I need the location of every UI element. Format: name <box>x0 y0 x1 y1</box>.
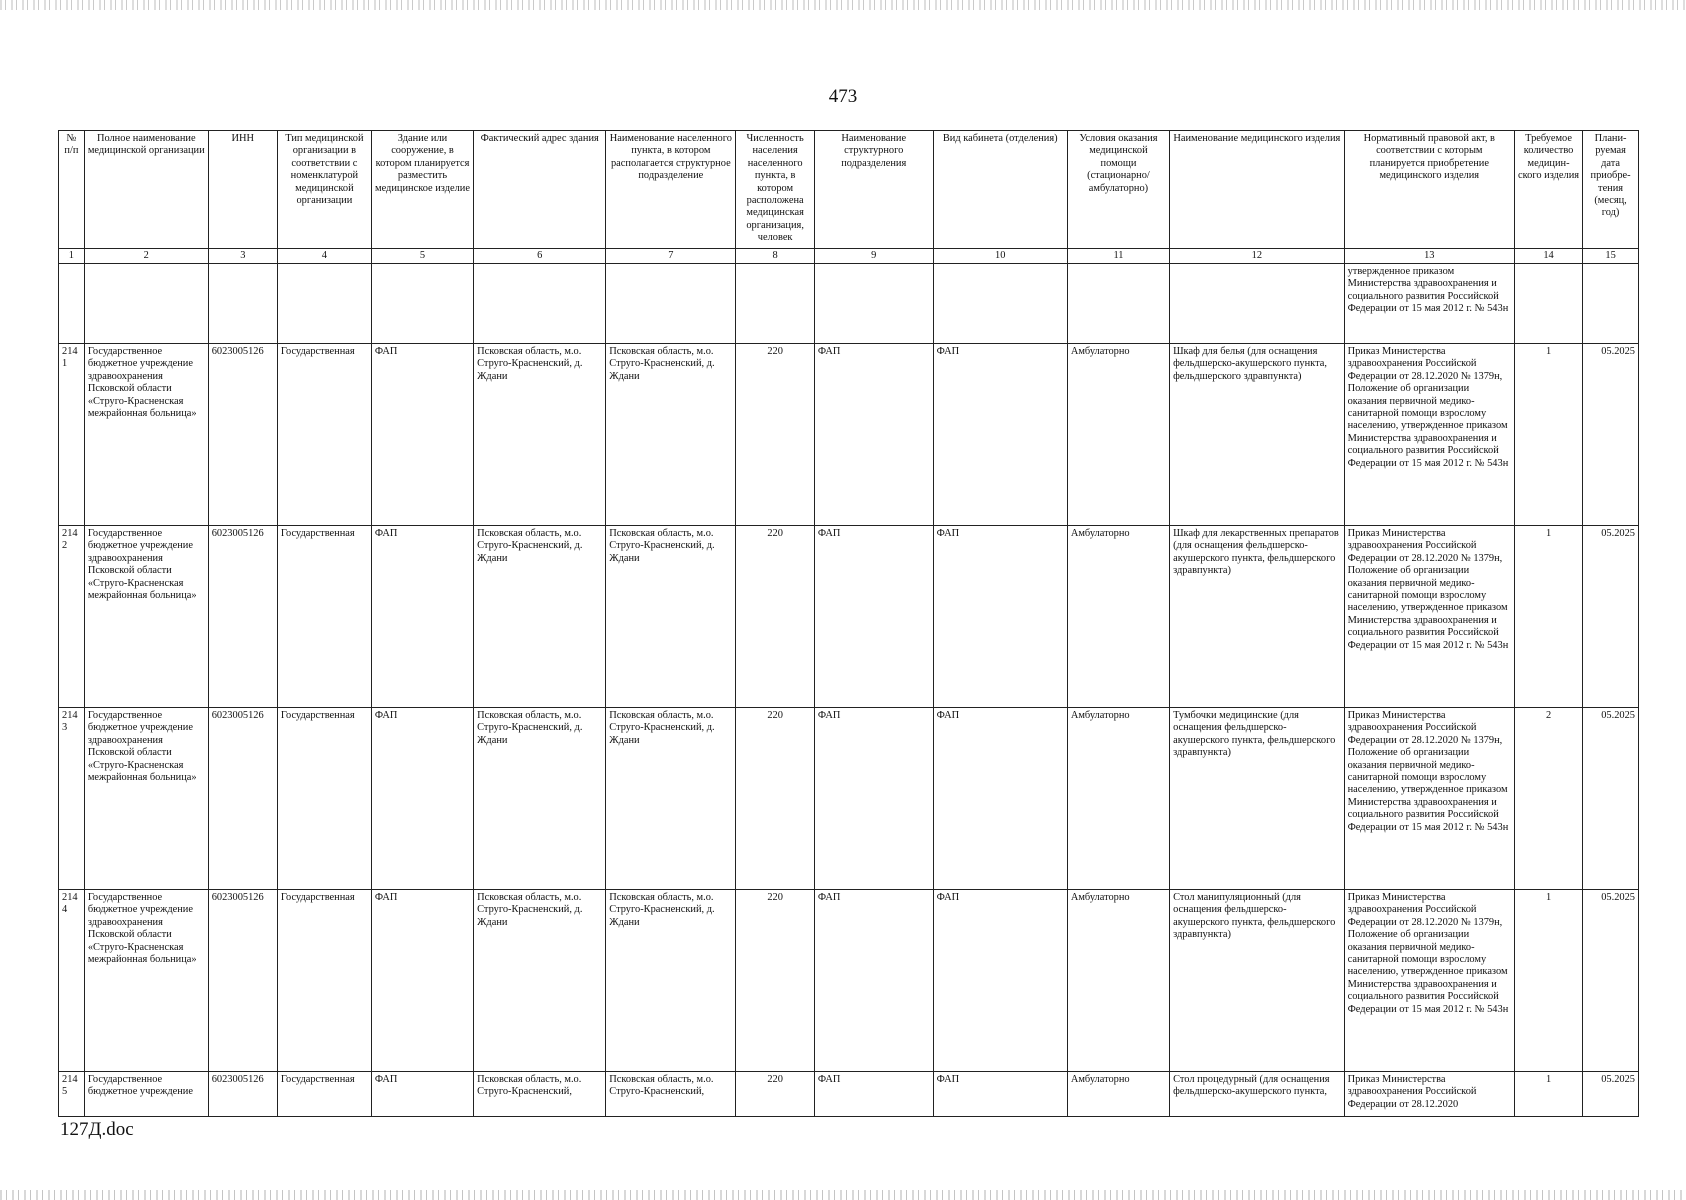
act-cell: Приказ Министерства здравоохранения Российской Федерации от 28.12.2020 № 1379н, Положение об организации оказания первичной медико-санитарной помощи взрослому населению, утвержденное приказом Министерства здравоохранения и социального развития Российской Федерации от 15 мая 2012 г. № 543н <box>1344 890 1514 1072</box>
header-cell: Наименование медицинского изделия <box>1170 131 1345 249</box>
cabinet: ФАП <box>933 344 1067 526</box>
device-name: Тумбочки медицинские (для оснащения фельдшерско-акушерского пункта, фельдшерского здравпункта) <box>1170 708 1345 890</box>
column-number: 13 <box>1344 249 1514 264</box>
conditions: Амбулаторно <box>1067 526 1169 708</box>
quantity: 1 <box>1514 344 1582 526</box>
building: ФАП <box>371 890 473 1072</box>
column-number: 3 <box>208 249 277 264</box>
org-name: Государственное бюджетное учреждение здравоохранения Псковской области «Струго-Красненская межрайонная больница» <box>84 890 208 1072</box>
unit: ФАП <box>814 708 933 890</box>
row-number: 2141 <box>59 344 85 526</box>
row-number: 2145 <box>59 1072 85 1117</box>
scan-edge-bottom <box>0 1190 1686 1200</box>
purchase-date: 05.2025 <box>1583 708 1639 890</box>
device-name: Стол процедурный (для оснащения фельдшерско-акушерского пункта, <box>1170 1072 1345 1117</box>
column-number: 11 <box>1067 249 1169 264</box>
unit: ФАП <box>814 526 933 708</box>
purchase-date: 05.2025 <box>1583 344 1639 526</box>
quantity: 1 <box>1514 890 1582 1072</box>
column-number: 1 <box>59 249 85 264</box>
column-number: 12 <box>1170 249 1345 264</box>
table-row <box>59 526 1639 708</box>
unit: ФАП <box>814 1072 933 1117</box>
conditions: Амбулаторно <box>1067 890 1169 1072</box>
row-number: 2142 <box>59 526 85 708</box>
address: Псковская область, м.о. Струго-Красненский, д. Ждани <box>474 344 606 526</box>
population: 220 <box>736 708 814 890</box>
conditions: Амбулаторно <box>1067 708 1169 890</box>
equipment-table <box>58 130 1639 1117</box>
header-cell: Здание или сооружение, в котором планируется разместить медицинское изделие <box>371 131 473 249</box>
building: ФАП <box>371 708 473 890</box>
table-row <box>59 890 1639 1072</box>
inn: 6023005126 <box>208 1072 277 1117</box>
header-cell: № п/п <box>59 131 85 249</box>
org-type: Государственная <box>277 708 371 890</box>
device-name: Шкаф для лекарственных препаратов (для оснащения фельдшерско-акушерского пункта, фельдшерского здравпункта) <box>1170 526 1345 708</box>
column-number-row <box>59 249 1639 264</box>
header-cell: Условия оказания медицинской помощи (стационарно/ амбулаторно) <box>1067 131 1169 249</box>
inn: 6023005126 <box>208 708 277 890</box>
header-cell: Нормативный правовой акт, в соответствии с которым планируется приобретение медицинского изделия <box>1344 131 1514 249</box>
settlement: Псковская область, м.о. Струго-Красненский, д. Ждани <box>606 526 736 708</box>
header-cell: Фактический адрес здания <box>474 131 606 249</box>
org-name: Государственное бюджетное учреждение здравоохранения Псковской области «Струго-Красненская межрайонная больница» <box>84 708 208 890</box>
quantity: 1 <box>1514 1072 1582 1117</box>
address: Псковская область, м.о. Струго-Красненский, <box>474 1072 606 1117</box>
settlement: Псковская область, м.о. Струго-Красненский, д. Ждани <box>606 344 736 526</box>
header-cell: Полное наименование медицинской организации <box>84 131 208 249</box>
population: 220 <box>736 526 814 708</box>
column-number: 4 <box>277 249 371 264</box>
cabinet: ФАП <box>933 708 1067 890</box>
settlement: Псковская область, м.о. Струго-Красненский, <box>606 1072 736 1117</box>
header-cell: Вид кабинета (отделения) <box>933 131 1067 249</box>
org-type: Государственная <box>277 890 371 1072</box>
purchase-date: 05.2025 <box>1583 1072 1639 1117</box>
act-cell: Приказ Министерства здравоохранения Российской Федерации от 28.12.2020 <box>1344 1072 1514 1117</box>
column-number: 6 <box>474 249 606 264</box>
device-name: Шкаф для белья (для оснащения фельдшерско-акушерского пункта, фельдшерского здравпункта) <box>1170 344 1345 526</box>
page-number: 473 <box>828 86 858 107</box>
row-number: 2143 <box>59 708 85 890</box>
population: 220 <box>736 344 814 526</box>
org-type: Государственная <box>277 526 371 708</box>
settlement: Псковская область, м.о. Струго-Красненский, д. Ждани <box>606 890 736 1072</box>
address: Псковская область, м.о. Струго-Красненский, д. Ждани <box>474 890 606 1072</box>
footer-filename: 127Д.doc <box>60 1119 134 1140</box>
column-number: 5 <box>371 249 473 264</box>
column-number: 10 <box>933 249 1067 264</box>
cabinet: ФАП <box>933 1072 1067 1117</box>
quantity: 2 <box>1514 708 1582 890</box>
address: Псковская область, м.о. Струго-Красненский, д. Ждани <box>474 526 606 708</box>
header-cell: Плани-руемая дата приобре-тения (месяц, год) <box>1583 131 1639 249</box>
column-number: 15 <box>1583 249 1639 264</box>
continuation-row <box>59 264 1639 344</box>
header-cell: Тип медицинской организации в соответствии с номенклатурой медицинской организации <box>277 131 371 249</box>
header-cell: Наименование структурного подразделения <box>814 131 933 249</box>
header-cell: ИНН <box>208 131 277 249</box>
building: ФАП <box>371 1072 473 1117</box>
device-name: Стол манипуляционный (для оснащения фельдшерско-акушерского пункта, фельдшерского здравпункта) <box>1170 890 1345 1072</box>
table-row <box>59 708 1639 890</box>
row-number: 2144 <box>59 890 85 1072</box>
table-row <box>59 344 1639 526</box>
scan-edge-top <box>0 0 1686 10</box>
act-cell: Приказ Министерства здравоохранения Российской Федерации от 28.12.2020 № 1379н, Положение об организации оказания первичной медико-санитарной помощи взрослому населению, утвержденное приказом Министерства здравоохранения и социального развития Российской Федерации от 15 мая 2012 г. № 543н <box>1344 344 1514 526</box>
conditions: Амбулаторно <box>1067 1072 1169 1117</box>
org-name: Государственное бюджетное учреждение здравоохранения Псковской области «Струго-Красненская межрайонная больница» <box>84 526 208 708</box>
act-cell: Приказ Министерства здравоохранения Российской Федерации от 28.12.2020 № 1379н, Положение об организации оказания первичной медико-санитарной помощи взрослому населению, утвержденное приказом Министерства здравоохранения и социального развития Российской Федерации от 15 мая 2012 г. № 543н <box>1344 526 1514 708</box>
unit: ФАП <box>814 890 933 1072</box>
act-cell: Приказ Министерства здравоохранения Российской Федерации от 28.12.2020 № 1379н, Положение об организации оказания первичной медико-санитарной помощи взрослому населению, утвержденное приказом Министерства здравоохранения и социального развития Российской Федерации от 15 мая 2012 г. № 543н <box>1344 708 1514 890</box>
cabinet: ФАП <box>933 526 1067 708</box>
building: ФАП <box>371 344 473 526</box>
purchase-date: 05.2025 <box>1583 890 1639 1072</box>
table-row <box>59 1072 1639 1117</box>
cabinet: ФАП <box>933 890 1067 1072</box>
settlement: Псковская область, м.о. Струго-Красненский, д. Ждани <box>606 708 736 890</box>
unit: ФАП <box>814 344 933 526</box>
purchase-date: 05.2025 <box>1583 526 1639 708</box>
conditions: Амбулаторно <box>1067 344 1169 526</box>
population: 220 <box>736 1072 814 1117</box>
column-number: 7 <box>606 249 736 264</box>
column-number: 9 <box>814 249 933 264</box>
quantity: 1 <box>1514 526 1582 708</box>
act-cell: утвержденное приказом Министерства здравоохранения и социального развития Российской Федерации от 15 мая 2012 г. № 543н <box>1344 264 1514 344</box>
column-number: 2 <box>84 249 208 264</box>
org-name: Государственное бюджетное учреждение здравоохранения Псковской области «Струго-Красненская межрайонная больница» <box>84 344 208 526</box>
population: 220 <box>736 890 814 1072</box>
header-cell: Численность населения населенного пункта, в котором расположена медицинская организация, человек <box>736 131 814 249</box>
inn: 6023005126 <box>208 890 277 1072</box>
column-number: 14 <box>1514 249 1582 264</box>
inn: 6023005126 <box>208 344 277 526</box>
org-name: Государственное бюджетное учреждение <box>84 1072 208 1117</box>
table-header-row <box>59 131 1639 249</box>
org-type: Государственная <box>277 1072 371 1117</box>
org-type: Государственная <box>277 344 371 526</box>
header-cell: Наименование населенного пункта, в котором располагается структурное подразделение <box>606 131 736 249</box>
address: Псковская область, м.о. Струго-Красненский, д. Ждани <box>474 708 606 890</box>
column-number: 8 <box>736 249 814 264</box>
building: ФАП <box>371 526 473 708</box>
header-cell: Требуемое количество медицин-ского изделия <box>1514 131 1582 249</box>
inn: 6023005126 <box>208 526 277 708</box>
